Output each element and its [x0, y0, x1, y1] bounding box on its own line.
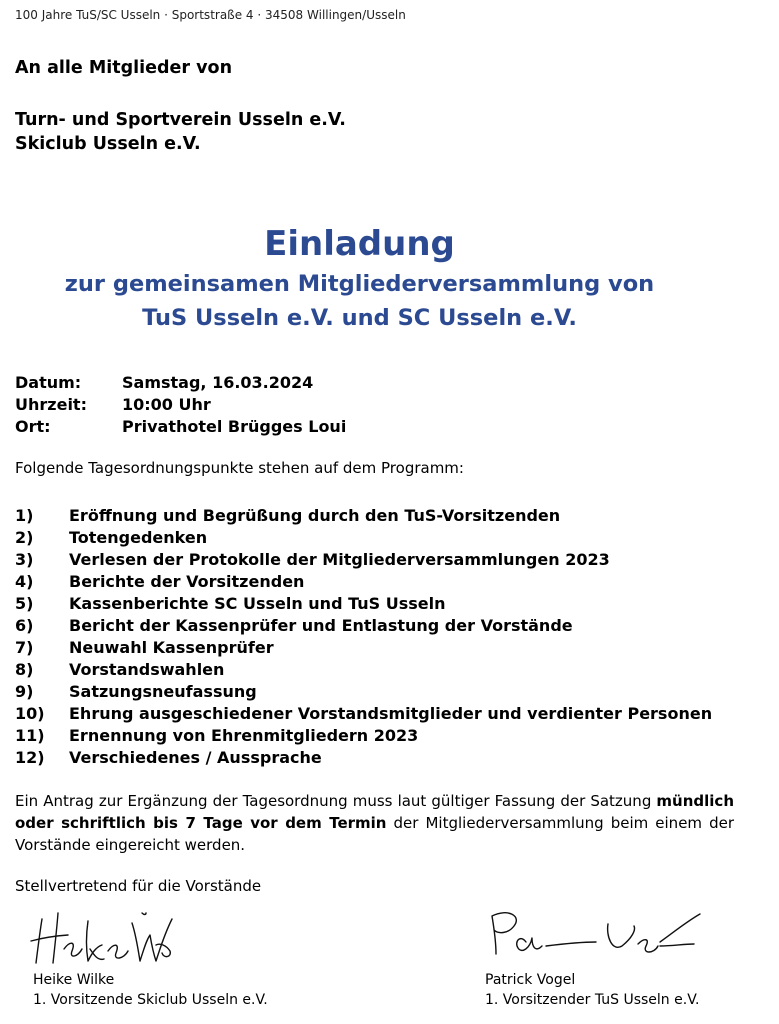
- agenda-list: [15, 505, 712, 769]
- agenda-number: 3): [15, 550, 34, 569]
- signer-block-left: [33, 970, 268, 1010]
- agenda-number: 8): [15, 660, 34, 679]
- signer-role: 1. Vorsitzende Skiclub Usseln e.V.: [33, 992, 268, 1008]
- detail-label: Datum:: [15, 373, 82, 392]
- signer-name: Heike Wilke: [33, 972, 115, 988]
- signature-patrick-vogel: [484, 902, 704, 968]
- agenda-intro: Folgende Tagesordnungspunkte stehen auf dem Programm:: [15, 459, 464, 477]
- detail-row-date: [15, 372, 346, 394]
- signature-heike-wilke: [28, 905, 178, 969]
- agenda-text: Totengedenken: [69, 528, 208, 547]
- agenda-text: Eröffnung und Begrüßung durch den TuS-Vorsitzenden: [69, 506, 561, 525]
- agenda-number: 11): [15, 726, 45, 745]
- detail-label: Ort:: [15, 417, 51, 436]
- document-title: Einladung: [264, 224, 455, 264]
- agenda-text: Verschiedenes / Aussprache: [69, 748, 322, 767]
- document-subtitle-1: zur gemeinsamen Mitgliederversammlung von: [64, 271, 655, 297]
- agenda-item: [15, 527, 712, 549]
- meeting-details: [15, 372, 346, 438]
- detail-value: Samstag, 16.03.2024: [122, 373, 314, 392]
- notice-text-2: der Mitgliederversammlung beim einem der Vorstände eingereicht werden.: [15, 814, 734, 854]
- agenda-text: Vorstandswahlen: [69, 660, 225, 679]
- document-subtitle-2: TuS Usseln e.V. und SC Usseln e.V.: [142, 305, 577, 331]
- agenda-text: Verlesen der Protokolle der Mitgliederversammlungen 2023: [69, 550, 610, 569]
- recipient-line-1: An alle Mitglieder von: [15, 58, 233, 78]
- agenda-text: Satzungsneufassung: [69, 682, 257, 701]
- agenda-number: 7): [15, 638, 34, 657]
- signature-patrick-vogel-text: Patrick Vogel: [484, 902, 491, 903]
- recipient-line-2: Turn- und Sportverein Usseln e.V.: [15, 110, 346, 130]
- agenda-text: Ernennung von Ehrenmitgliedern 2023: [69, 726, 419, 745]
- agenda-text: Bericht der Kassenprüfer und Entlastung der Vorstände: [69, 616, 573, 635]
- agenda-number: 2): [15, 528, 34, 547]
- agenda-item: [15, 593, 712, 615]
- agenda-text: Neuwahl Kassenprüfer: [69, 638, 274, 657]
- agenda-item: [15, 703, 712, 725]
- agenda-item: [15, 505, 712, 527]
- signer-role: 1. Vorsitzender TuS Usseln e.V.: [485, 992, 700, 1008]
- agenda-number: 4): [15, 572, 34, 591]
- signature-heike-wilke-text: Heike Wilke: [28, 905, 34, 906]
- signer-name: Patrick Vogel: [485, 972, 576, 988]
- agenda-number: 6): [15, 616, 34, 635]
- sender-line: 100 Jahre TuS/SC Usseln · Sportstraße 4 · 34508 Willingen/Usseln: [15, 8, 406, 22]
- agenda-item: [15, 659, 712, 681]
- agenda-item: [15, 725, 712, 747]
- agenda-text: Berichte der Vorsitzenden: [69, 572, 305, 591]
- recipient-line-3: Skiclub Usseln e.V.: [15, 134, 201, 154]
- notice-text-1: Ein Antrag zur Ergänzung der Tagesordnung muss laut gültiger Fassung der Satzung: [15, 792, 657, 810]
- detail-row-location: [15, 416, 346, 438]
- detail-row-time: [15, 394, 346, 416]
- agenda-amendment-notice: [15, 790, 734, 856]
- agenda-number: 1): [15, 506, 34, 525]
- agenda-item: [15, 571, 712, 593]
- closing-line: Stellvertretend für die Vorstände: [15, 877, 262, 895]
- agenda-text: Ehrung ausgeschiedener Vorstandsmitglieder und verdienter Personen: [69, 704, 713, 723]
- agenda-item: [15, 637, 712, 659]
- agenda-number: 9): [15, 682, 34, 701]
- detail-value: 10:00 Uhr: [122, 395, 211, 414]
- agenda-number: 5): [15, 594, 34, 613]
- agenda-text: Kassenberichte SC Usseln und TuS Usseln: [69, 594, 446, 613]
- detail-value: Privathotel Brügges Loui: [122, 417, 347, 436]
- signer-block-right: [485, 970, 699, 1010]
- agenda-item: [15, 549, 712, 571]
- agenda-number: 12): [15, 748, 45, 767]
- agenda-number: 10): [15, 704, 45, 723]
- detail-label: Uhrzeit:: [15, 395, 87, 414]
- agenda-item: [15, 747, 712, 769]
- notice-deadline: mündlich oder schriftlich bis 7 Tage vor dem Termin: [15, 792, 734, 832]
- agenda-item: [15, 615, 712, 637]
- agenda-item: [15, 681, 712, 703]
